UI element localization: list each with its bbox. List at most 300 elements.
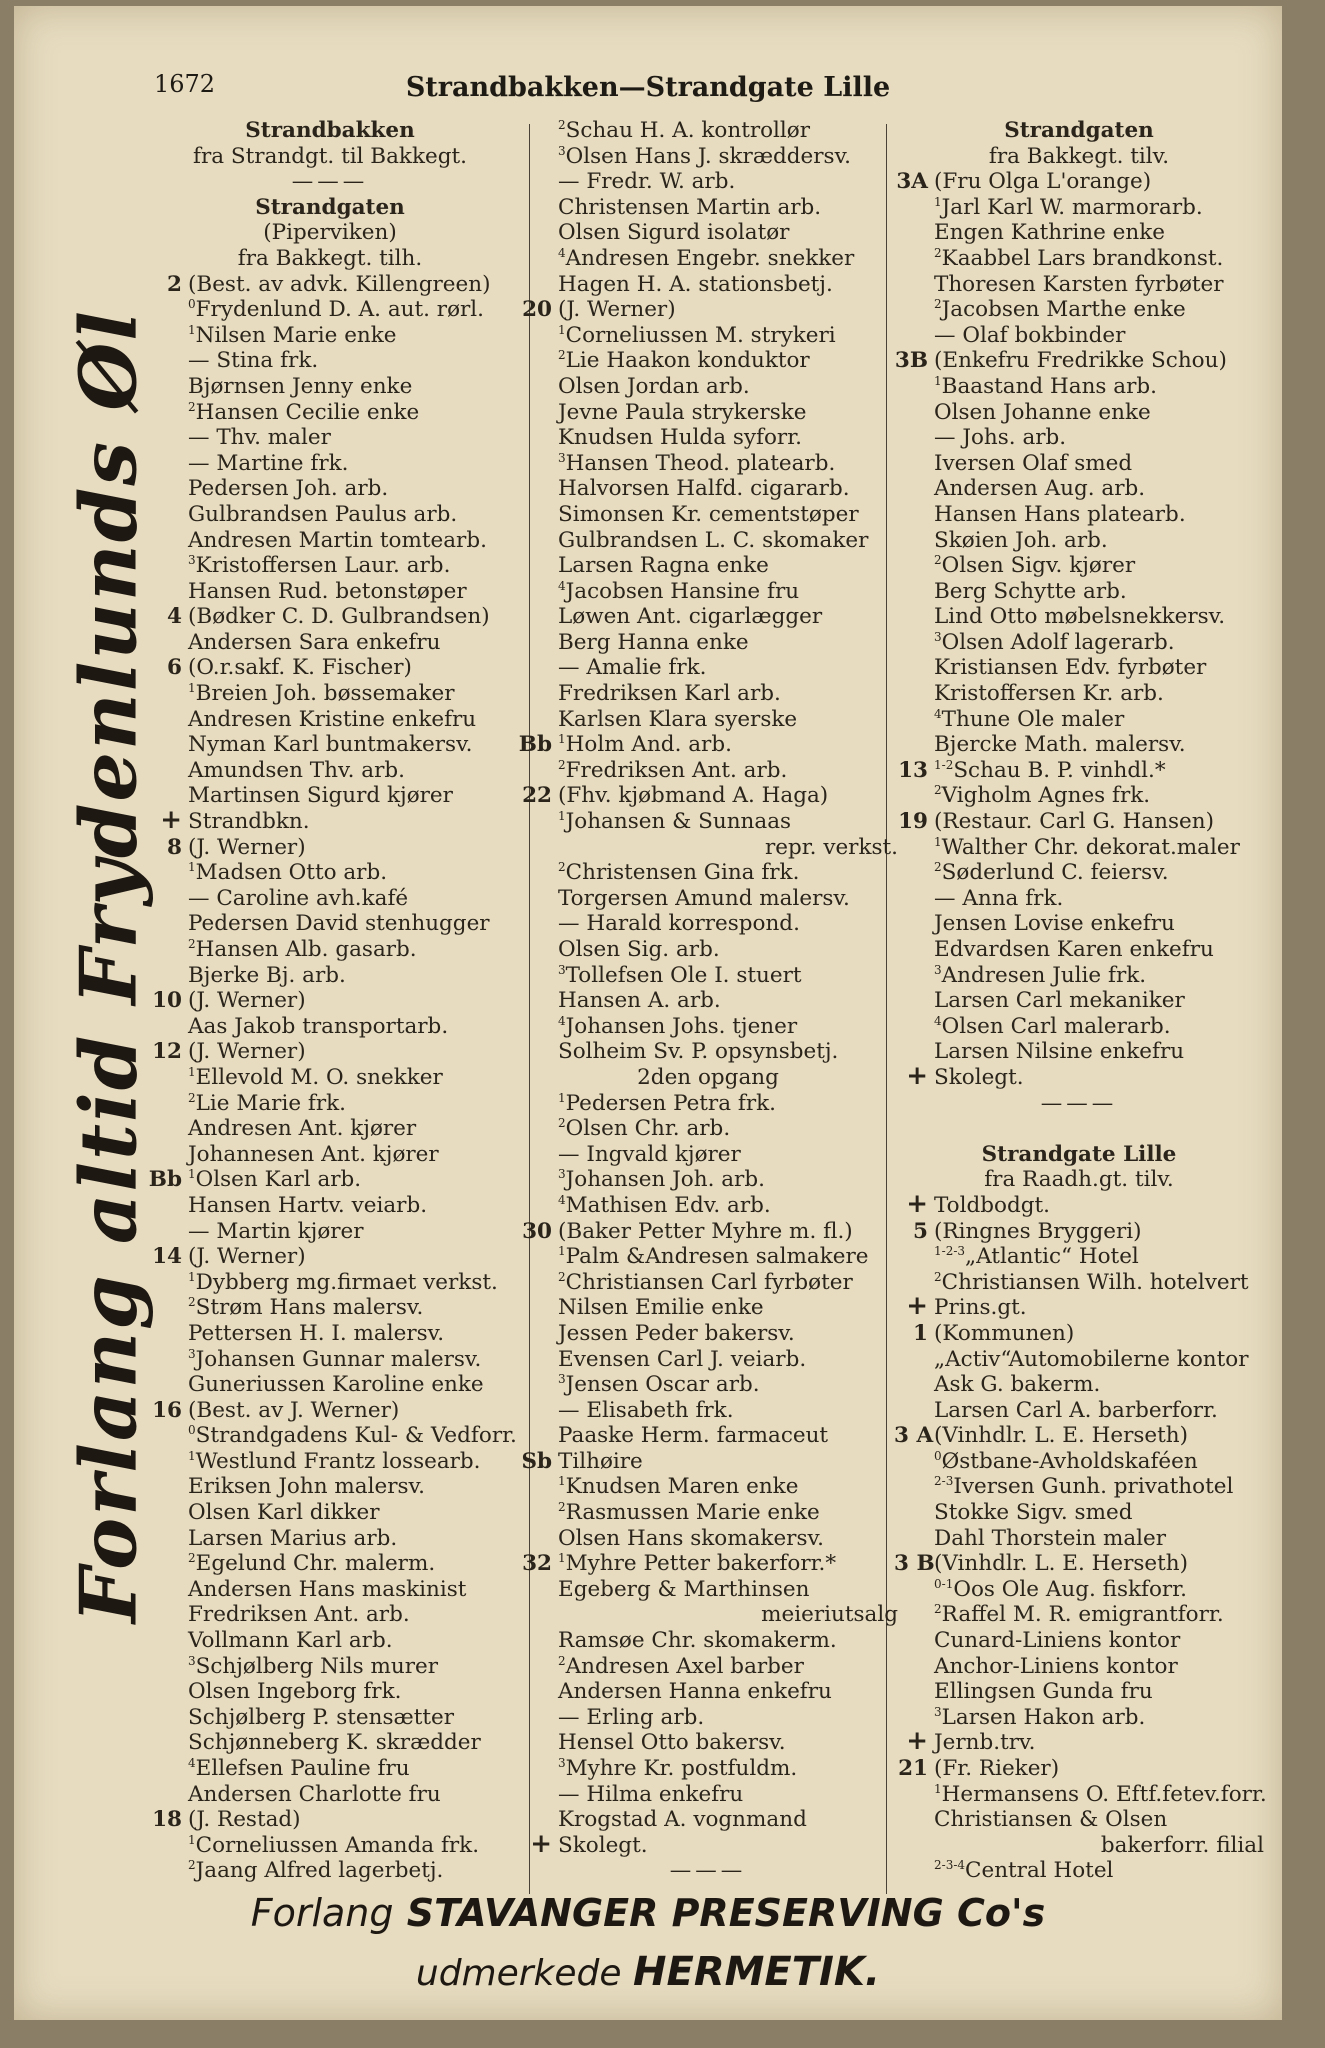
directory-entry [518,1449,898,1475]
directory-entry [894,860,1264,886]
directory-entry [138,1116,522,1142]
directory-entry [138,1193,522,1219]
entry-text: Johannesen Ant. kjører [188,1141,439,1167]
page-number: 1672 [154,70,216,98]
entry-text: Kristoffersen Laur. arb. [195,553,451,579]
directory-entry [518,1807,898,1833]
entry-text: Tilhøire [558,1448,643,1474]
entry-text: Simonsen Kr. cementstøper [558,501,859,527]
entry-text: Schau H. A. kontrollør [565,118,811,143]
directory-entry [518,1347,898,1373]
entry-text: (Bødker C. D. Gulbrandsen) [188,604,490,630]
entry-text: Olsen Karl arb. [195,1167,362,1193]
entry-text: Ellingsen Gunda fru [934,1679,1153,1705]
directory-entry [138,1526,522,1552]
directory-entry [518,553,898,579]
directory-entry [138,988,522,1014]
floor-superscript: 3 [558,1371,566,1386]
directory-entry [138,528,522,554]
entry-text: Johansen Gunnar malersv. [195,1346,482,1372]
entry-text: Schjølberg P. stensætter [188,1704,455,1730]
entry-text: Schau B. P. vinhdl.* [953,757,1166,783]
entry-text: Olsen Karl dikker [188,1500,380,1526]
directory-entry [894,1398,1264,1424]
entry-text: Mathisen Edv. arb. [565,1192,771,1218]
entry-text: Larsen Nilsine enkefru [934,1039,1185,1065]
cross-street-marker: + [530,1828,552,1859]
entry-text: Halvorsen Halfd. cigararb. [558,476,850,502]
entry-text: Oos Ole Aug. fiskforr. [953,1576,1187,1602]
floor-superscript: 3 [558,1167,566,1182]
entry-text: — Elisabeth frk. [558,1397,734,1423]
entry-text: (J. Werner) [188,1039,306,1065]
directory-entry [894,1039,1264,1065]
directory-entry [518,732,898,758]
entry-text: (Fr. Rieker) [934,1756,1060,1781]
entry-text: „Activ“Automobilerne kontor [934,1346,1249,1372]
floor-superscript: 2-3 [934,1474,954,1489]
house-number: 3 A [894,1423,934,1449]
directory-entry [518,1116,898,1142]
house-number: 20 [522,297,552,323]
directory-entry [894,1628,1264,1654]
section-separator [138,169,522,195]
floor-superscript: 0 [188,297,196,311]
directory-entry [138,911,522,937]
entry-text: Fredriksen Ant. arb. [565,757,788,783]
entry-text: (Fhv. kjøbmand A. Haga) [558,783,829,809]
entry-text: — Fredr. W. arb. [558,169,736,195]
entry-text: Jarl Karl W. marmorarb. [941,194,1203,220]
directory-entry [138,732,522,758]
entry-text: Olsen Jordan arb. [558,373,750,399]
floor-superscript: 1-2-3 [934,1243,966,1258]
house-number: 2 [167,271,182,297]
house-number: 21 [898,1756,928,1781]
directory-entry [138,886,522,912]
entry-text: (J. Werner) [188,1244,306,1270]
directory-entry [518,630,898,656]
directory-entry [894,1244,1264,1270]
entry-text: Nyman Karl buntmakersv. [188,732,473,758]
floor-superscript: 4 [558,1013,566,1028]
floor-superscript: 2 [558,117,566,132]
directory-entry [138,630,522,656]
entry-text: Schjønneberg K. skrædder [188,1730,481,1756]
directory-entry [518,118,898,144]
entry-text: Larsen Hakon arb. [941,1704,1146,1730]
directory-entry [894,272,1264,298]
floor-superscript: 3 [558,450,566,465]
entry-text: Pedersen David stenhugger [188,911,490,937]
entry-text: Toldbodgt. [934,1192,1050,1218]
entry-text: ——— [291,169,369,195]
entry-text: Lind Otto møbelsnekkersv. [934,604,1226,630]
house-number: 19 [898,809,928,835]
directory-entry [518,911,898,937]
directory-entry [518,502,898,528]
entry-text: — Harald korrespond. [558,911,800,937]
entry-text: Holm And. arb. [565,732,732,758]
floor-marker: Bb [148,1167,182,1193]
directory-entry [518,1782,898,1808]
section-subheading [138,144,522,170]
directory-entry [518,323,898,349]
floor-superscript: 4 [558,578,566,593]
entry-text: (Kommunen) [934,1320,1075,1346]
directory-entry [518,425,898,451]
entry-text: ——— [669,1858,747,1884]
entry-text: Anchor-Liniens kontor [934,1653,1178,1679]
directory-entry [894,502,1264,528]
entry-text: Vollmann Karl arb. [188,1628,393,1654]
directory-entry [518,1295,898,1321]
directory-entry [894,988,1264,1014]
entry-text: — Caroline avh.kafé [188,885,409,911]
directory-entry [518,1602,898,1628]
directory-entry [138,1551,522,1577]
directory-entry [518,1039,898,1065]
directory-entry [518,246,898,272]
directory-entry [138,579,522,605]
entry-text: Christiansen & Olsen [934,1807,1168,1833]
house-number: 13 [898,757,928,783]
directory-entry [894,886,1264,912]
directory-entry [518,1577,898,1603]
bottom-ad-brand: STAVANGER PRESERVING Co's [406,1891,1046,1935]
directory-entry [894,374,1264,400]
entry-text: Aas Jakob transportarb. [188,1013,449,1039]
floor-superscript: 1 [934,834,942,849]
entry-text: (Best. av J. Werner) [188,1397,400,1423]
directory-entry [138,400,522,426]
house-number: 22 [522,783,552,809]
directory-entry [518,681,898,707]
entry-text: — Anna frk. [934,885,1064,911]
entry-text: Larsen Ragna enke [558,553,769,579]
section-heading [894,118,1264,144]
floor-superscript: 2-3-4 [934,1858,966,1873]
entry-text: Andersen Sara enkefru [188,629,441,655]
entry-text: Kristiansen Edv. fyrbøter [934,655,1207,681]
floor-superscript: 2 [558,1116,566,1130]
directory-entry [894,1321,1264,1347]
directory-entry [138,1065,522,1091]
directory-entry [894,1551,1264,1577]
directory-entry [894,169,1264,195]
entry-text: Jacobsen Marthe enke [941,297,1186,323]
directory-entry [518,528,898,554]
house-number: 18 [152,1807,182,1833]
entry-text: fra Bakkegt. tilv. [988,143,1170,169]
directory-entry [518,451,898,477]
directory-entry [138,1858,522,1884]
directory-entry [894,528,1264,554]
entry-text: Myhre Petter bakerforr.* [565,1551,837,1577]
directory-entry [894,655,1264,681]
entry-text: Evensen Carl J. veiarb. [558,1346,807,1372]
directory-entry [138,476,522,502]
house-number: 10 [152,988,182,1014]
floor-superscript: 2 [188,1551,196,1566]
bottom-ad-hermetik: HERMETIK. [633,1949,881,1995]
entry-text: Christiansen Wilh. hotelvert [941,1269,1249,1295]
floor-superscript: 2 [558,1499,566,1514]
directory-entry [894,1423,1264,1449]
entry-text: Vigholm Agnes frk. [941,783,1151,809]
entry-text: Strandgaten [255,194,405,220]
directory-entry [138,1474,522,1500]
directory-entry [894,1474,1264,1500]
directory-entry [894,809,1264,835]
bottom-ad-udmerkede: udmerkede [415,1953,622,1994]
house-number: 1 [913,1320,928,1346]
entry-text: Andresen Axel barber [565,1653,804,1679]
entry-text: Christensen Gina frk. [565,860,800,886]
directory-entry [518,297,898,323]
entry-text: Bjercke Math. malersv. [934,732,1186,758]
directory-entry [138,1807,522,1833]
entry-text: (Best. av advk. Killengreen) [188,271,491,297]
entry-text: Pedersen Joh. arb. [188,476,389,502]
entry-text: Pettersen H. I. malersv. [188,1320,445,1346]
house-number: 3A [896,169,928,195]
entry-text: Jensen Lovise enkefru [934,911,1175,937]
entry-text: Olsen Chr. arb. [565,1116,731,1142]
floor-superscript: 2 [934,1602,942,1617]
directory-entry [138,297,522,323]
entry-text: — Ingvald kjører [558,1141,741,1167]
entry-text: Breien Joh. bøssemaker [195,681,455,707]
entry-text: (J. Werner) [558,297,676,323]
entry-text: Torgersen Amund malersv. [558,885,850,911]
entry-text: ——— [1040,1090,1118,1116]
cross-street-marker: + [906,1726,928,1757]
entry-text: — Johs. arb. [934,425,1067,451]
entry-text: Egelund Chr. malerm. [195,1551,436,1577]
directory-entry [138,835,522,861]
entry-text: (Vinhdlr. L. E. Herseth) [934,1423,1189,1449]
house-number: 12 [152,1039,182,1065]
entry-text: Cunard-Liniens kontor [934,1628,1181,1654]
entry-text: Corneliussen Amanda frk. [195,1832,480,1858]
directory-entry [138,323,522,349]
directory-entry [894,835,1264,861]
directory-entry [894,911,1264,937]
cross-street-marker: + [160,805,182,836]
entry-text: Skolegt. [558,1832,648,1858]
entry-text: Iversen Olaf smed [934,450,1133,476]
floor-superscript: 1 [934,1781,942,1796]
entry-text: Schjølberg Nils murer [195,1653,439,1679]
entry-text: Johansen & Sunnaas [565,809,792,835]
entry-text: Kristoffersen Kr. arb. [934,681,1164,707]
entry-text: — Martine frk. [188,450,349,476]
directory-entry [894,1116,1264,1142]
floor-superscript: 4 [558,1192,566,1207]
entry-text: Ellevold M. O. snekker [195,1064,443,1090]
floor-superscript: 2 [558,348,566,363]
entry-text: (J. Restad) [188,1807,301,1833]
floor-superscript: 3 [188,1346,196,1361]
entry-text: Andresen Kristine enkefru [188,706,477,732]
directory-entry [894,1577,1264,1603]
directory-entry [138,374,522,400]
directory-entry [518,144,898,170]
entry-text: — Amalie frk. [558,655,707,681]
entry-text: Olsen Hans J. skræddersv. [565,143,852,169]
entry-text: Lie Haakon konduktor [565,348,810,374]
cross-street-marker: + [906,1291,928,1322]
floor-superscript: 2 [558,1653,566,1668]
directory-entry [518,707,898,733]
directory-entry [138,707,522,733]
directory-entry [894,681,1264,707]
directory-entry [518,1551,898,1577]
directory-entry [138,1782,522,1808]
entry-text: (Baker Petter Myhre m. fl.) [558,1218,853,1244]
running-head: Strandbakken—Strandgate Lille [405,72,891,103]
directory-entry [518,195,898,221]
directory-entry [518,476,898,502]
entry-text: (O.r.sakf. K. Fischer) [188,655,412,681]
floor-superscript: 3 [558,962,566,977]
entry-text: Knudsen Hulda syforr. [558,425,802,451]
entry-text: Frydenlund D. A. aut. rørl. [195,297,485,323]
floor-superscript: 2 [188,399,196,414]
directory-entry [518,835,898,861]
floor-superscript: 3 [934,629,942,644]
entry-text: Amundsen Thv. arb. [188,757,405,783]
entry-text: — Stina frk. [188,348,319,374]
directory-entry [138,272,522,298]
entry-text: Strøm Hans malersv. [195,1295,424,1321]
house-number: 6 [167,655,182,681]
column-left [138,118,522,1884]
directory-entry [894,1188,1264,1219]
entry-text: Larsen Carl mekaniker [934,988,1185,1014]
entry-text: Andersen Hans maskinist [188,1576,467,1602]
directory-entry [138,1295,522,1321]
entry-text: Skøien Joh. arb. [934,527,1108,553]
entry-text: Strandbkn. [188,809,310,835]
directory-entry [518,374,898,400]
directory-entry [894,348,1264,374]
directory-entry [518,1730,898,1756]
entry-text: Christiansen Carl fyrbøter [565,1269,853,1295]
entry-text: Hansen A. arb. [558,988,721,1014]
directory-entry [518,272,898,298]
directory-entry [518,1014,898,1040]
floor-superscript: 2 [934,860,942,875]
directory-entry [894,783,1264,809]
house-number: 3 B [894,1551,935,1577]
entry-text: Hansen Rud. betonstøper [188,578,467,604]
directory-entry [894,1526,1264,1552]
directory-entry [138,1372,522,1398]
directory-entry [138,1398,522,1424]
directory-entry [518,963,898,989]
directory-entry [894,220,1264,246]
entry-text: Madsen Otto arb. [195,860,388,886]
entry-text: Ellefsen Pauline fru [195,1756,410,1781]
directory-entry [894,553,1264,579]
entry-text: Hagen H. A. stationsbetj. [558,271,833,297]
floor-superscript: 1 [188,1448,196,1463]
floor-superscript: 0 [934,1448,942,1463]
directory-entry [138,1705,522,1731]
entry-text: Hansen Hartv. veiarb. [188,1192,428,1218]
floor-superscript: 1 [188,322,196,337]
entry-text: (Enkefru Fredrikke Schou) [934,348,1227,374]
entry-text: Bjørnsen Jenny enke [188,373,413,399]
bottom-ad-line-1 [14,1891,1282,1935]
directory-entry [894,195,1264,221]
entry-text: (J. Werner) [188,988,306,1014]
directory-entry [894,1781,1267,1808]
entry-text: Thune Ole maler [941,706,1125,732]
directory-entry [138,1091,522,1117]
floor-superscript: 2 [934,245,942,260]
entry-text: — Martin kjører [188,1218,364,1244]
directory-entry [894,707,1264,733]
directory-entry [138,1602,522,1628]
entry-text: Nilsen Emilie enke [558,1295,764,1321]
entry-text: Andersen Hanna enkefru [558,1679,832,1705]
entry-text: Jessen Peder bakersv. [558,1320,795,1346]
directory-entry [894,1060,1264,1091]
directory-entry [138,502,522,528]
directory-entry [138,451,522,477]
entry-text: Stokke Sigv. smed [934,1500,1133,1526]
section-subheading [894,1167,1264,1193]
directory-entry [894,1014,1264,1040]
entry-text: Ramsøe Chr. skomakerm. [558,1628,837,1654]
house-number: 30 [522,1218,552,1244]
floor-superscript: 1 [188,1269,196,1284]
directory-entry [138,1500,522,1526]
entry-text: Berg Schytte arb. [934,578,1127,604]
directory-entry [518,1423,898,1449]
directory-entry [138,1423,522,1449]
directory-entry [518,1142,898,1168]
entry-text: fra Raadh.gt. tilv. [984,1167,1174,1193]
directory-entry [138,1577,522,1603]
cross-street-marker: + [906,1188,928,1219]
directory-page [14,6,1282,2020]
entry-text: Hensel Otto bakersv. [558,1730,786,1756]
directory-entry [518,1679,898,1705]
floor-superscript: 1 [188,860,196,875]
directory-entry [138,1833,522,1859]
floor-superscript: 4 [558,245,566,260]
directory-entry [894,579,1264,605]
entry-text: (Vinhdlr. L. E. Herseth) [934,1551,1189,1577]
entry-text: Jevne Paula strykerske [558,399,807,425]
directory-entry [138,963,522,989]
floor-superscript: 1 [558,1474,566,1489]
directory-entry [894,1726,1264,1757]
floor-superscript: 3 [558,143,566,158]
entry-text: Edvardsen Karen enkefru [934,937,1214,962]
entry-text: (Ringnes Bryggeri) [934,1218,1142,1244]
column-middle [518,118,898,1884]
entry-text: Olsen Ingeborg frk. [188,1679,402,1705]
entry-text: fra Strandgt. til Bakkegt. [193,143,467,169]
section-separator [894,1091,1264,1117]
section-heading [894,1142,1264,1168]
house-number: 4 [167,604,182,630]
